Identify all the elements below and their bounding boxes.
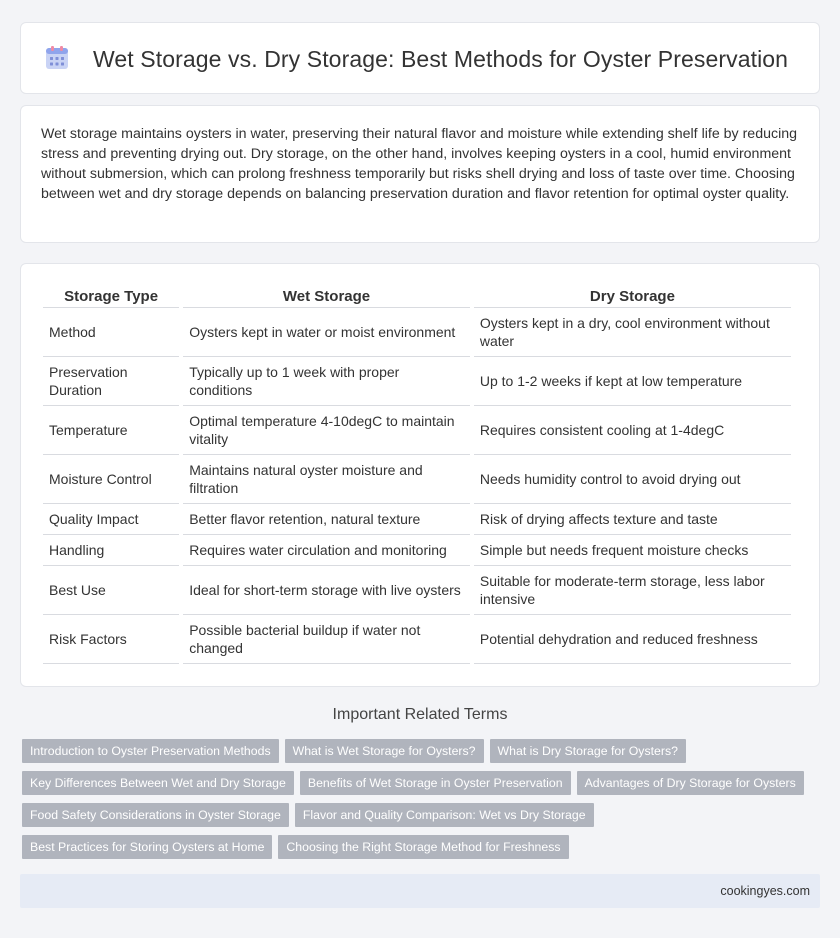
related-terms-title: Important Related Terms [332, 706, 508, 723]
dry-cell: Up to 1-2 weeks if kept at low temperature [474, 357, 791, 406]
wet-cell: Possible bacterial buildup if water not changed [183, 615, 470, 664]
related-terms-list [22, 739, 822, 867]
related-term-tag[interactable]: Key Differences Between Wet and Dry Storage [22, 771, 294, 795]
comparison-table [39, 282, 795, 664]
table-row [43, 357, 791, 406]
intro-card [20, 105, 820, 243]
dry-cell: Suitable for moderate-term storage, less labor intensive [474, 566, 791, 615]
dry-cell: Simple but needs frequent moisture checks [474, 535, 791, 566]
related-term-tag[interactable]: Choosing the Right Storage Method for Freshness [278, 835, 568, 859]
row-label: Handling [43, 535, 179, 566]
table-row [43, 308, 791, 357]
footer-site-link[interactable]: cookingyes.com [720, 884, 810, 898]
row-label: Method [43, 308, 179, 357]
related-term-tag[interactable]: Food Safety Considerations in Oyster Storage [22, 803, 289, 827]
row-label: Quality Impact [43, 504, 179, 535]
related-term-tag[interactable]: What is Dry Storage for Oysters? [490, 739, 686, 763]
row-label: Preservation Duration [43, 357, 179, 406]
wet-cell: Typically up to 1 week with proper conditions [183, 357, 470, 406]
page-title: Wet Storage vs. Dry Storage: Best Methods for Oyster Preservation [93, 46, 789, 72]
dry-cell: Oysters kept in a dry, cool environment without water [474, 308, 791, 357]
dry-cell: Needs humidity control to avoid drying out [474, 455, 791, 504]
table-row [43, 406, 791, 455]
related-term-tag[interactable]: Flavor and Quality Comparison: Wet vs Dry Storage [295, 803, 594, 827]
dry-cell: Requires consistent cooling at 1-4degC [474, 406, 791, 455]
related-term-tag[interactable]: Advantages of Dry Storage for Oysters [577, 771, 804, 795]
wet-cell: Optimal temperature 4-10degC to maintain vitality [183, 406, 470, 455]
row-label: Moisture Control [43, 455, 179, 504]
table-row [43, 455, 791, 504]
comparison-table-card [20, 263, 820, 687]
related-term-tag[interactable]: What is Wet Storage for Oysters? [285, 739, 484, 763]
wet-cell: Maintains natural oyster moisture and filtration [183, 455, 470, 504]
header-wet-storage: Wet Storage [183, 282, 470, 308]
dry-cell: Potential dehydration and reduced freshness [474, 615, 791, 664]
page-header [20, 22, 820, 94]
related-term-tag[interactable]: Best Practices for Storing Oysters at Home [22, 835, 272, 859]
wet-cell: Better flavor retention, natural texture [183, 504, 470, 535]
tag-row [22, 771, 822, 795]
table-row [43, 504, 791, 535]
footer [20, 874, 820, 908]
tag-row [22, 739, 822, 763]
tag-row [22, 835, 822, 859]
dry-cell: Risk of drying affects texture and taste [474, 504, 791, 535]
row-label: Temperature [43, 406, 179, 455]
intro-text: Wet storage maintains oysters in water, preserving their natural flavor and moisture while extending shelf life by reducing stress and preventing drying out. Dry storage, on the other hand, involves keeping oysters in a cool, humid environment without submersion, which can prolong freshness temporarily but risks shell drying and loss of taste over time. Choosing between wet and dry storage depends on balancing preservation duration and flavor retention for optimal oyster quality. [41, 126, 797, 202]
table-header-row [43, 282, 791, 308]
tag-row [22, 803, 822, 827]
wet-cell: Oysters kept in water or moist environment [183, 308, 470, 357]
row-label: Best Use [43, 566, 179, 615]
related-term-tag[interactable]: Introduction to Oyster Preservation Methods [22, 739, 279, 763]
header-dry-storage: Dry Storage [474, 282, 791, 308]
table-row [43, 615, 791, 664]
related-term-tag[interactable]: Benefits of Wet Storage in Oyster Preservation [300, 771, 571, 795]
table-row [43, 535, 791, 566]
table-row [43, 566, 791, 615]
wet-cell: Ideal for short-term storage with live oysters [183, 566, 470, 615]
header-storage-type: Storage Type [43, 282, 179, 308]
row-label: Risk Factors [43, 615, 179, 664]
wet-cell: Requires water circulation and monitoring [183, 535, 470, 566]
calendar-icon [45, 46, 69, 70]
